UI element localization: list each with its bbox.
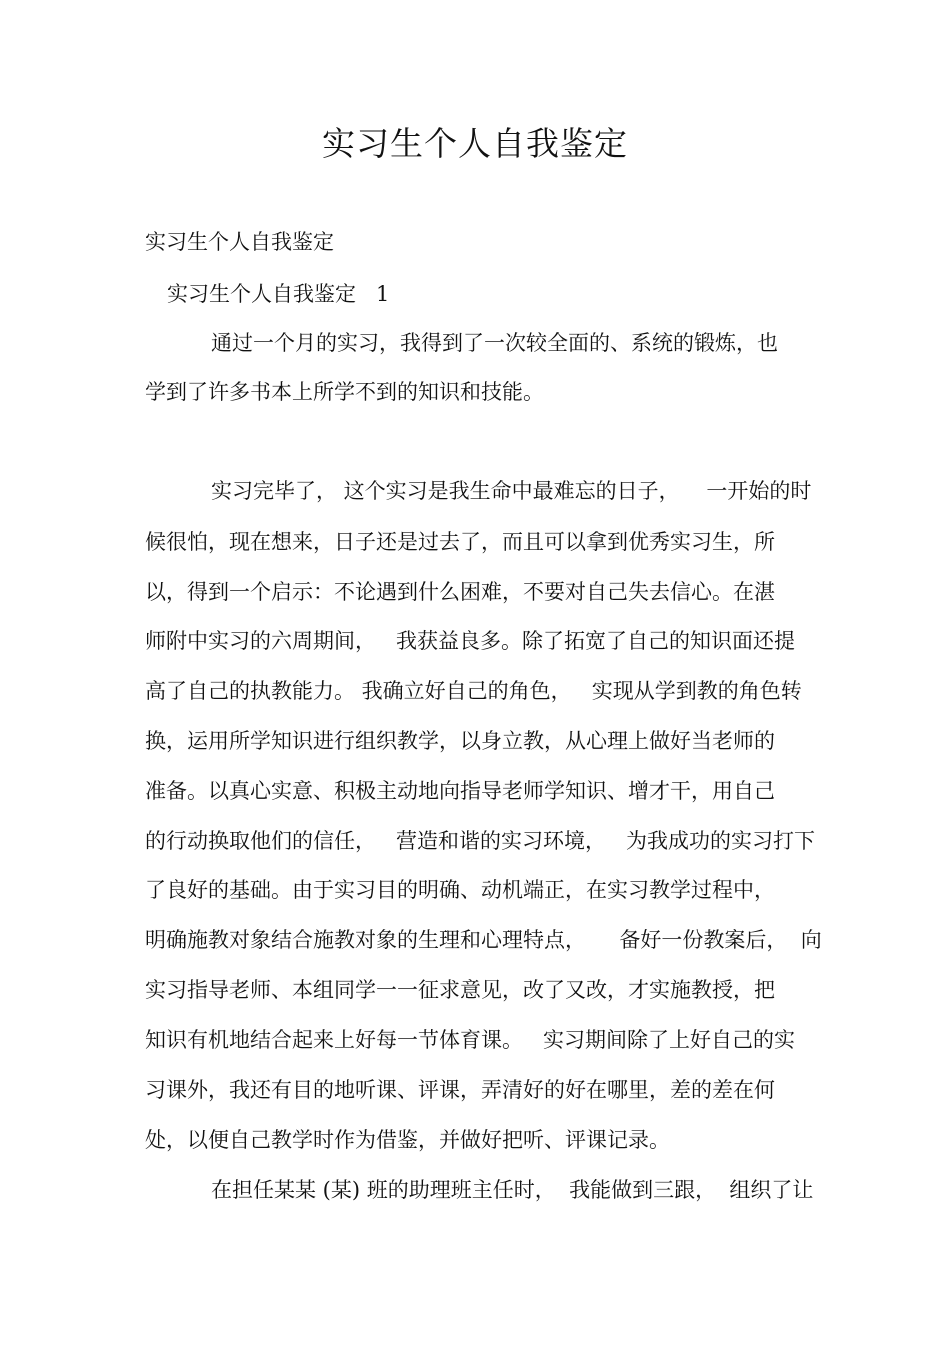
paragraph-line: 换，运用所学知识进行组织教学，以身立教，从心理上做好当老师的 (145, 729, 775, 753)
paragraph-line: 高了自己的执教能力。 我确立好自己的角色， 实现从学到教的角色转 (145, 679, 802, 703)
paragraph-line: 习课外，我还有目的地听课、评课，弄清好的好在哪里，差的差在何 (145, 1078, 775, 1102)
paragraph-line: 师附中实习的六周期间， 我获益良多。除了拓宽了自己的知识面还提 (145, 629, 796, 653)
document-title: 实习生个人自我鉴定 (322, 124, 628, 163)
paragraph-line: 学到了许多书本上所学不到的知识和技能。 (145, 380, 544, 404)
paragraph-line: 知识有机地结合起来上好每一节体育课。 实习期间除了上好自己的实 (145, 1028, 796, 1052)
paragraph-line: 了良好的基础。由于实习目的明确、动机端正，在实习教学过程中， (145, 878, 775, 902)
section-heading: 实习生个人自我鉴定 1 (167, 282, 390, 306)
paragraph-line: 实习完毕了， 这个实习是我生命中最难忘的日子， 一开始的时 (211, 479, 812, 503)
paragraph-line: 在担任某某 (某) 班的助理班主任时， 我能做到三跟， 组织了让 (211, 1178, 814, 1202)
paragraph-line: 准备。以真心实意、积极主动地向指导老师学知识、增才干，用自己 (145, 779, 775, 803)
paragraph-line: 明确施教对象结合施教对象的生理和心理特点， 备好一份教案后， 向 (145, 928, 822, 952)
paragraph-line: 以，得到一个启示：不论遇到什么困难，不要对自己失去信心。在湛 (145, 580, 775, 604)
paragraph-line: 的行动换取他们的信任， 营造和谐的实习环境， 为我成功的实习打下 (145, 829, 816, 853)
paragraph-line: 通过一个月的实习，我得到了一次较全面的、系统的锻炼，也 (211, 331, 778, 355)
paragraph-line: 候很怕，现在想来，日子还是过去了，而且可以拿到优秀实习生，所 (145, 530, 775, 554)
document-subtitle: 实习生个人自我鉴定 (145, 230, 334, 254)
paragraph-line: 处，以便自己教学时作为借鉴，并做好把听、评课记录。 (145, 1128, 670, 1152)
paragraph-line: 实习指导老师、本组同学一一征求意见，改了又改，才实施教授，把 (145, 978, 775, 1002)
